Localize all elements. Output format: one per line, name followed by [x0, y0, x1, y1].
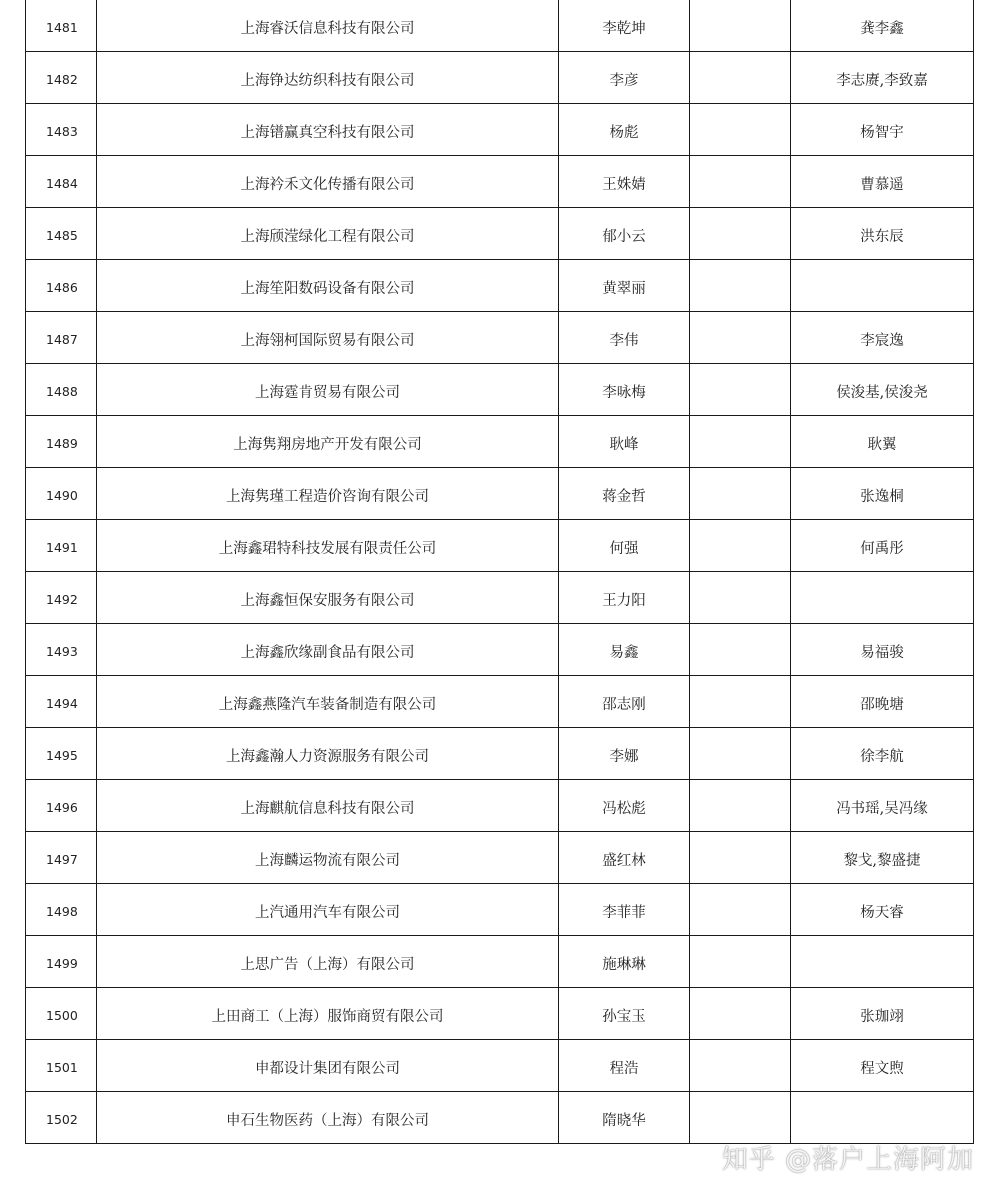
person-name-cell: [559, 156, 690, 208]
company-name-cell-text: 上海鑫珺特科技发展有限责任公司: [218, 541, 437, 557]
empty-cell-text: [690, 936, 790, 958]
row-number-cell: [26, 520, 97, 572]
empty-cell-text: [690, 104, 790, 126]
company-name-cell-text: 申都设计集团有限公司: [255, 1061, 400, 1077]
relatives-cell-text: 杨天睿: [860, 905, 904, 921]
relatives-cell-text: 侯浚基,侯浚尧: [836, 385, 928, 401]
results-table-container: [25, 0, 973, 1144]
person-name-cell-text: 李咏梅: [602, 385, 646, 401]
relatives-cell-text: [791, 260, 973, 282]
empty-cell: [690, 572, 791, 624]
company-name-cell-text: 上海铮达纺织科技有限公司: [240, 73, 415, 89]
person-name-cell-text: 何强: [609, 541, 639, 557]
empty-cell-text: [690, 728, 790, 750]
row-number-cell-text: 1483: [46, 124, 78, 139]
relatives-cell: [791, 988, 974, 1040]
relatives-cell: [791, 416, 974, 468]
empty-cell: [690, 416, 791, 468]
row-number-cell: [26, 728, 97, 780]
table-row: [26, 52, 974, 104]
empty-cell: [690, 312, 791, 364]
table-row: [26, 572, 974, 624]
relatives-cell: [791, 780, 974, 832]
relatives-cell: [791, 104, 974, 156]
table-row: [26, 1040, 974, 1092]
empty-cell: [690, 884, 791, 936]
table-row: [26, 0, 974, 52]
table-row: [26, 832, 974, 884]
relatives-cell: [791, 52, 974, 104]
empty-cell: [690, 208, 791, 260]
empty-cell-text: [690, 572, 790, 594]
table-row: [26, 520, 974, 572]
empty-cell: [690, 260, 791, 312]
row-number-cell-text: 1485: [46, 228, 78, 243]
row-number-cell-text: 1482: [46, 72, 78, 87]
row-number-cell-text: 1481: [46, 20, 78, 35]
row-number-cell-text: 1488: [46, 384, 78, 399]
person-name-cell-text: 李彦: [609, 73, 639, 89]
table-row: [26, 1092, 974, 1144]
relatives-cell-text: 黎戈,黎盛捷: [843, 853, 921, 869]
company-name-cell-text: 上海笙阳数码设备有限公司: [240, 281, 415, 297]
table-row: [26, 884, 974, 936]
person-name-cell-text: 李娜: [609, 749, 639, 765]
relatives-cell: [791, 624, 974, 676]
company-name-cell-text: 上海隽瑾工程造价咨询有限公司: [226, 489, 429, 505]
empty-cell-text: [690, 884, 790, 906]
relatives-cell-text: 杨智宇: [860, 125, 904, 141]
row-number-cell: [26, 416, 97, 468]
relatives-cell: [791, 1092, 974, 1144]
relatives-cell-text: 邵晚塘: [860, 697, 904, 713]
empty-cell: [690, 624, 791, 676]
person-name-cell: [559, 312, 690, 364]
table-row: [26, 468, 974, 520]
relatives-cell-text: 易福骏: [860, 645, 904, 661]
company-name-cell-text: 上海麒航信息科技有限公司: [240, 801, 415, 817]
person-name-cell: [559, 832, 690, 884]
relatives-cell: [791, 364, 974, 416]
row-number-cell-text: 1490: [46, 488, 78, 503]
relatives-cell: [791, 832, 974, 884]
company-name-cell: [97, 676, 559, 728]
person-name-cell: [559, 1040, 690, 1092]
row-number-cell-text: 1501: [46, 1060, 78, 1075]
empty-cell: [690, 520, 791, 572]
person-name-cell-text: 盛红林: [602, 853, 646, 869]
table-row: [26, 728, 974, 780]
watermark: 知乎 @落户上海阿加: [721, 1145, 974, 1175]
row-number-cell-text: 1497: [46, 852, 78, 867]
relatives-cell: [791, 572, 974, 624]
row-number-cell: [26, 884, 97, 936]
relatives-cell-text: 李志赓,李致嘉: [836, 73, 928, 89]
row-number-cell-text: 1495: [46, 748, 78, 763]
company-name-cell-text: 上海颀滢绿化工程有限公司: [240, 229, 415, 245]
company-name-cell: [97, 208, 559, 260]
row-number-cell-text: 1486: [46, 280, 78, 295]
company-name-cell: [97, 1040, 559, 1092]
person-name-cell-text: 李菲菲: [602, 905, 646, 921]
person-name-cell: [559, 52, 690, 104]
empty-cell-text: [690, 416, 790, 438]
person-name-cell-text: 黄翠丽: [602, 281, 646, 297]
row-number-cell: [26, 572, 97, 624]
table-row: [26, 936, 974, 988]
relatives-cell-text: 冯书瑶,吴冯缘: [836, 801, 928, 817]
company-name-cell-text: 上海鑫燕隆汽车装备制造有限公司: [218, 697, 437, 713]
empty-cell-text: [690, 780, 790, 802]
company-name-cell: [97, 884, 559, 936]
relatives-cell: [791, 260, 974, 312]
empty-cell: [690, 1092, 791, 1144]
company-name-cell: [97, 936, 559, 988]
empty-cell: [690, 988, 791, 1040]
row-number-cell-text: 1494: [46, 696, 78, 711]
row-number-cell: [26, 468, 97, 520]
person-name-cell: [559, 260, 690, 312]
relatives-cell: [791, 728, 974, 780]
company-name-cell: [97, 520, 559, 572]
relatives-cell-text: 龚李鑫: [860, 21, 904, 37]
person-name-cell: [559, 676, 690, 728]
person-name-cell-text: 易鑫: [609, 645, 639, 661]
empty-cell-text: [690, 364, 790, 386]
relatives-cell-text: [791, 1092, 973, 1114]
relatives-cell: [791, 1040, 974, 1092]
company-name-cell-text: 上海鑫恒保安服务有限公司: [240, 593, 415, 609]
company-name-cell: [97, 1092, 559, 1144]
empty-cell: [690, 364, 791, 416]
empty-cell: [690, 780, 791, 832]
person-name-cell-text: 施琳琳: [602, 957, 646, 973]
row-number-cell: [26, 936, 97, 988]
empty-cell-text: [690, 676, 790, 698]
company-name-cell-text: 上海隽翔房地产开发有限公司: [233, 437, 422, 453]
relatives-cell: [791, 156, 974, 208]
person-name-cell-text: 郁小云: [602, 229, 646, 245]
row-number-cell: [26, 156, 97, 208]
empty-cell: [690, 468, 791, 520]
person-name-cell-text: 隋晓华: [602, 1113, 646, 1129]
person-name-cell-text: 程浩: [609, 1061, 639, 1077]
table-row: [26, 156, 974, 208]
empty-cell-text: [690, 1040, 790, 1062]
relatives-cell-text: 张珈翊: [860, 1009, 904, 1025]
table-row: [26, 676, 974, 728]
empty-cell-text: [690, 156, 790, 178]
row-number-cell: [26, 624, 97, 676]
person-name-cell: [559, 780, 690, 832]
person-name-cell-text: 邵志刚: [602, 697, 646, 713]
company-name-cell: [97, 52, 559, 104]
empty-cell-text: [690, 468, 790, 490]
company-name-cell-text: 上海鑫瀚人力资源服务有限公司: [226, 749, 429, 765]
person-name-cell: [559, 520, 690, 572]
company-name-cell-text: 上田商工（上海）服饰商贸有限公司: [211, 1009, 444, 1025]
empty-cell-text: [690, 624, 790, 646]
empty-cell: [690, 0, 791, 52]
person-name-cell: [559, 364, 690, 416]
relatives-cell-text: [791, 572, 973, 594]
company-name-cell: [97, 624, 559, 676]
results-table: [25, 0, 974, 1144]
table-row: [26, 208, 974, 260]
company-name-cell-text: 上海麟运物流有限公司: [255, 853, 400, 869]
table-row: [26, 416, 974, 468]
empty-cell-text: [690, 520, 790, 542]
row-number-cell: [26, 104, 97, 156]
company-name-cell-text: 上海衿禾文化传播有限公司: [240, 177, 415, 193]
row-number-cell-text: 1498: [46, 904, 78, 919]
company-name-cell: [97, 104, 559, 156]
empty-cell-text: [690, 832, 790, 854]
person-name-cell: [559, 572, 690, 624]
row-number-cell: [26, 676, 97, 728]
company-name-cell: [97, 572, 559, 624]
relatives-cell-text: 程文煦: [860, 1061, 904, 1077]
relatives-cell-text: 李宸逸: [860, 333, 904, 349]
row-number-cell-text: 1492: [46, 592, 78, 607]
relatives-cell: [791, 312, 974, 364]
empty-cell-text: [690, 208, 790, 230]
company-name-cell: [97, 416, 559, 468]
company-name-cell: [97, 312, 559, 364]
relatives-cell-text: 张逸桐: [860, 489, 904, 505]
person-name-cell-text: 蒋金哲: [602, 489, 646, 505]
relatives-cell-text: 曹慕遥: [860, 177, 904, 193]
person-name-cell: [559, 0, 690, 52]
company-name-cell-text: 上汽通用汽车有限公司: [255, 905, 400, 921]
row-number-cell-text: 1491: [46, 540, 78, 555]
table-row: [26, 312, 974, 364]
row-number-cell: [26, 364, 97, 416]
person-name-cell: [559, 884, 690, 936]
empty-cell: [690, 156, 791, 208]
row-number-cell: [26, 988, 97, 1040]
person-name-cell: [559, 988, 690, 1040]
person-name-cell: [559, 104, 690, 156]
row-number-cell-text: 1496: [46, 800, 78, 815]
person-name-cell: [559, 936, 690, 988]
table-row: [26, 364, 974, 416]
person-name-cell-text: 王姝婧: [602, 177, 646, 193]
empty-cell: [690, 936, 791, 988]
company-name-cell-text: 申石生物医药（上海）有限公司: [226, 1113, 429, 1129]
relatives-cell: [791, 520, 974, 572]
row-number-cell: [26, 780, 97, 832]
company-name-cell: [97, 0, 559, 52]
company-name-cell-text: 上海霆肯贸易有限公司: [255, 385, 400, 401]
person-name-cell: [559, 208, 690, 260]
person-name-cell-text: 李伟: [609, 333, 639, 349]
row-number-cell-text: 1484: [46, 176, 78, 191]
person-name-cell: [559, 624, 690, 676]
company-name-cell: [97, 988, 559, 1040]
company-name-cell-text: 上思广告（上海）有限公司: [240, 957, 415, 973]
empty-cell-text: [690, 312, 790, 334]
person-name-cell-text: 杨彪: [609, 125, 639, 141]
relatives-cell-text: 徐李航: [860, 749, 904, 765]
row-number-cell-text: 1500: [46, 1008, 78, 1023]
relatives-cell-text: 洪东辰: [860, 229, 904, 245]
empty-cell: [690, 676, 791, 728]
person-name-cell: [559, 416, 690, 468]
row-number-cell-text: 1487: [46, 332, 78, 347]
table-row: [26, 260, 974, 312]
company-name-cell: [97, 260, 559, 312]
table-row: [26, 780, 974, 832]
relatives-cell: [791, 936, 974, 988]
person-name-cell: [559, 1092, 690, 1144]
person-name-cell-text: 李乾坤: [602, 21, 646, 37]
person-name-cell-text: 耿峰: [609, 437, 639, 453]
relatives-cell: [791, 208, 974, 260]
company-name-cell-text: 上海睿沃信息科技有限公司: [240, 21, 415, 37]
relatives-cell-text: 耿翼: [867, 437, 897, 453]
row-number-cell: [26, 832, 97, 884]
company-name-cell: [97, 832, 559, 884]
relatives-cell: [791, 884, 974, 936]
company-name-cell: [97, 468, 559, 520]
relatives-cell: [791, 0, 974, 52]
company-name-cell-text: 上海翎柯国际贸易有限公司: [240, 333, 415, 349]
empty-cell: [690, 728, 791, 780]
results-table-body: [26, 0, 974, 1144]
empty-cell-text: [690, 1092, 790, 1114]
relatives-cell: [791, 676, 974, 728]
empty-cell: [690, 1040, 791, 1092]
row-number-cell: [26, 260, 97, 312]
relatives-cell: [791, 468, 974, 520]
company-name-cell: [97, 156, 559, 208]
company-name-cell: [97, 780, 559, 832]
row-number-cell-text: 1489: [46, 436, 78, 451]
empty-cell: [690, 832, 791, 884]
person-name-cell: [559, 468, 690, 520]
person-name-cell-text: 孙宝玉: [602, 1009, 646, 1025]
relatives-cell-text: 何禹彤: [860, 541, 904, 557]
company-name-cell: [97, 364, 559, 416]
empty-cell-text: [690, 260, 790, 282]
empty-cell: [690, 104, 791, 156]
row-number-cell: [26, 0, 97, 52]
row-number-cell: [26, 1040, 97, 1092]
row-number-cell: [26, 52, 97, 104]
table-row: [26, 104, 974, 156]
row-number-cell-text: 1493: [46, 644, 78, 659]
company-name-cell-text: 上海镨赢真空科技有限公司: [240, 125, 415, 141]
row-number-cell-text: 1499: [46, 956, 78, 971]
row-number-cell: [26, 208, 97, 260]
empty-cell-text: [690, 0, 790, 22]
table-row: [26, 624, 974, 676]
relatives-cell-text: [791, 936, 973, 958]
empty-cell-text: [690, 52, 790, 74]
table-row: [26, 988, 974, 1040]
empty-cell: [690, 52, 791, 104]
person-name-cell-text: 王力阳: [602, 593, 646, 609]
person-name-cell-text: 冯松彪: [602, 801, 646, 817]
person-name-cell: [559, 728, 690, 780]
empty-cell-text: [690, 988, 790, 1010]
company-name-cell-text: 上海鑫欣缘副食品有限公司: [240, 645, 415, 661]
company-name-cell: [97, 728, 559, 780]
row-number-cell: [26, 1092, 97, 1144]
row-number-cell: [26, 312, 97, 364]
row-number-cell-text: 1502: [46, 1112, 78, 1127]
